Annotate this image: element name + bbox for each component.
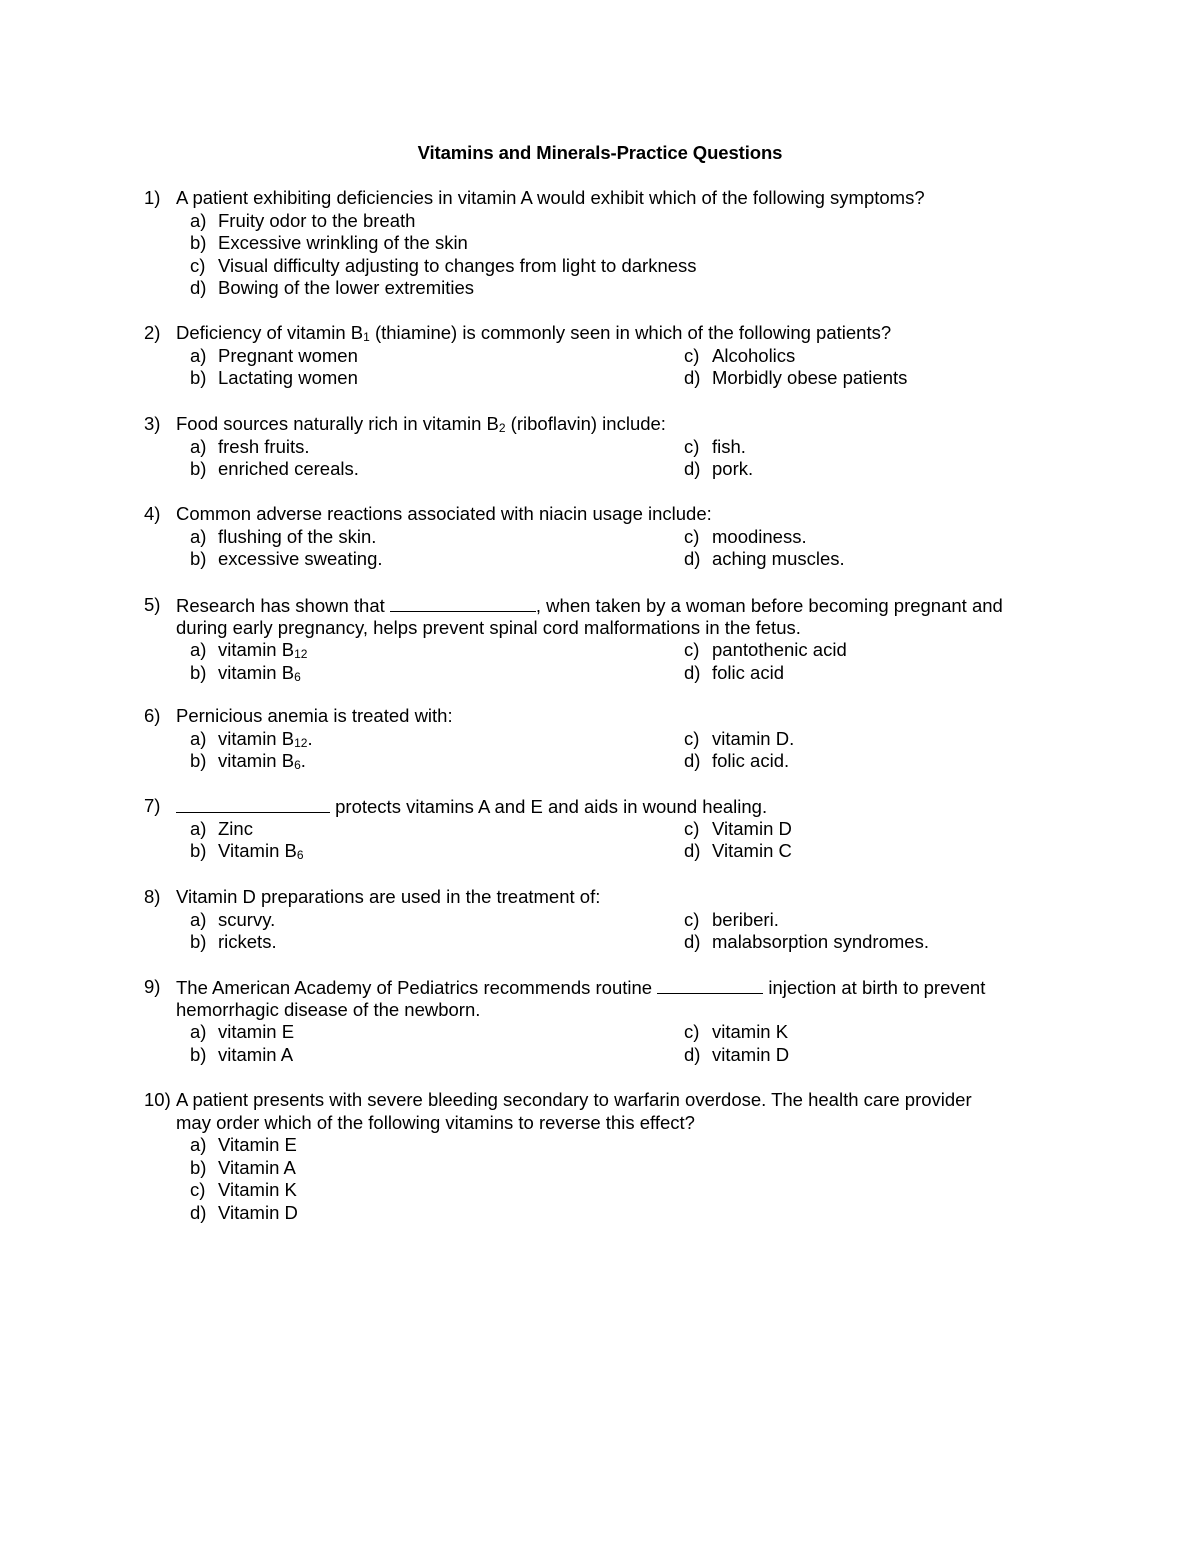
- option-a: a) flushing of the skin.: [190, 525, 377, 547]
- question-number: 5): [144, 594, 161, 615]
- answer-blank: [657, 976, 763, 994]
- question-number: 1): [144, 187, 161, 208]
- option-b: b) Excessive wrinkling of the skin: [190, 232, 468, 254]
- option-c: c) vitamin K: [684, 1021, 789, 1043]
- option-b: b) Vitamin A: [190, 1156, 296, 1178]
- option-a: a) vitamin $B_{12}$.: [190, 727, 313, 750]
- option-b: b) vitamin $B_6$: [190, 661, 301, 684]
- question-9: [144, 976, 1064, 1066]
- option-d: d) Bowing of the lower extremities: [190, 277, 475, 299]
- option-b: b) Lactating women: [190, 367, 358, 389]
- question-number: 9): [144, 976, 161, 997]
- option-c: c) Alcoholics: [684, 344, 796, 366]
- option-c: c) Visual difficulty adjusting to changes from light to darkness: [190, 254, 697, 276]
- answer-blank: [390, 594, 536, 612]
- question-5: [144, 594, 1064, 684]
- question-text: A patient presents with severe bleeding secondary to warfarin overdose. The health care provider: [176, 1089, 972, 1110]
- question-number: 4): [144, 503, 161, 524]
- option-c: c) fish.: [684, 435, 746, 457]
- question-text: Deficiency of vitamin $B_1$ (thiamine) is commonly seen in which of the following patients?: [176, 322, 892, 344]
- question-10: [144, 1089, 1064, 1225]
- option-a: a) fresh fruits.: [190, 435, 310, 457]
- option-d: d) pork.: [684, 458, 754, 480]
- option-a: a) Fruity odor to the breath: [190, 209, 416, 231]
- option-c: c) pantothenic acid: [684, 639, 847, 661]
- option-d: d) aching muscles.: [684, 548, 845, 570]
- option-b: b) vitamin $B_6$.: [190, 750, 306, 773]
- option-c: c) Vitamin D: [684, 817, 792, 839]
- question-text: The American Academy of Pediatrics recommends routine injection at birth to prevent: [176, 977, 986, 998]
- option-c: c) vitamin D.: [684, 727, 795, 749]
- option-a: a) scurvy.: [190, 908, 276, 930]
- question-text-continued: hemorrhagic disease of the newborn.: [176, 998, 481, 1020]
- option-c: c) Vitamin K: [190, 1179, 297, 1201]
- option-d: d) Vitamin C: [684, 840, 792, 862]
- question-text: Pernicious anemia is treated with:: [176, 705, 453, 726]
- question-number: 10): [144, 1089, 171, 1110]
- option-b: b) Vitamin $B_6$: [190, 840, 304, 863]
- option-c: c) moodiness.: [684, 525, 807, 547]
- question-text: Common adverse reactions associated with niacin usage include:: [176, 503, 712, 524]
- question-number: 8): [144, 886, 161, 907]
- question-number: 2): [144, 322, 161, 343]
- question-number: 7): [144, 795, 161, 816]
- page-title: Vitamins and Minerals-Practice Questions: [417, 142, 783, 163]
- option-b: b) vitamin A: [190, 1043, 294, 1065]
- question-2: [144, 322, 1064, 390]
- option-a: a) vitamin E: [190, 1021, 295, 1043]
- option-a: a) Zinc: [190, 817, 253, 839]
- question-text: A patient exhibiting deficiencies in vitamin A would exhibit which of the following symptoms?: [176, 187, 925, 208]
- question-text: Vitamin D preparations are used in the treatment of:: [176, 886, 601, 907]
- question-text: Research has shown that , when taken by a woman before becoming pregnant and: [176, 595, 1003, 616]
- option-a: a) Pregnant women: [190, 344, 358, 366]
- option-d: d) vitamin D: [684, 1043, 790, 1065]
- question-number: 3): [144, 413, 161, 434]
- option-d: d) Vitamin D: [190, 1201, 298, 1223]
- question-6: [144, 705, 1064, 773]
- option-d: d) folic acid.: [684, 750, 790, 772]
- option-b: b) rickets.: [190, 931, 277, 953]
- option-b: b) excessive sweating.: [190, 548, 383, 570]
- option-d: d) folic acid: [684, 661, 784, 683]
- option-d: d) malabsorption syndromes.: [684, 931, 929, 953]
- question-number: 6): [144, 705, 161, 726]
- question-1: [144, 187, 1064, 300]
- option-a: a) vitamin $B_{12}$: [190, 639, 308, 662]
- option-c: c) beriberi.: [684, 908, 779, 930]
- question-8: [144, 886, 1064, 954]
- question-text-continued: during early pregnancy, helps prevent spinal cord malformations in the fetus.: [176, 616, 801, 638]
- question-4: [144, 503, 1064, 571]
- question-text-continued: may order which of the following vitamins to reverse this effect?: [176, 1111, 695, 1133]
- question-3: [144, 413, 1064, 481]
- question-text: Food sources naturally rich in vitamin $B_2$ (riboflavin) include:: [176, 413, 666, 435]
- question-7: [144, 795, 1064, 863]
- question-text: protects vitamins A and E and aids in wound healing.: [176, 795, 767, 819]
- option-d: d) Morbidly obese patients: [684, 367, 908, 389]
- option-a: a) Vitamin E: [190, 1134, 297, 1156]
- answer-blank: [176, 795, 330, 813]
- option-b: b) enriched cereals.: [190, 458, 359, 480]
